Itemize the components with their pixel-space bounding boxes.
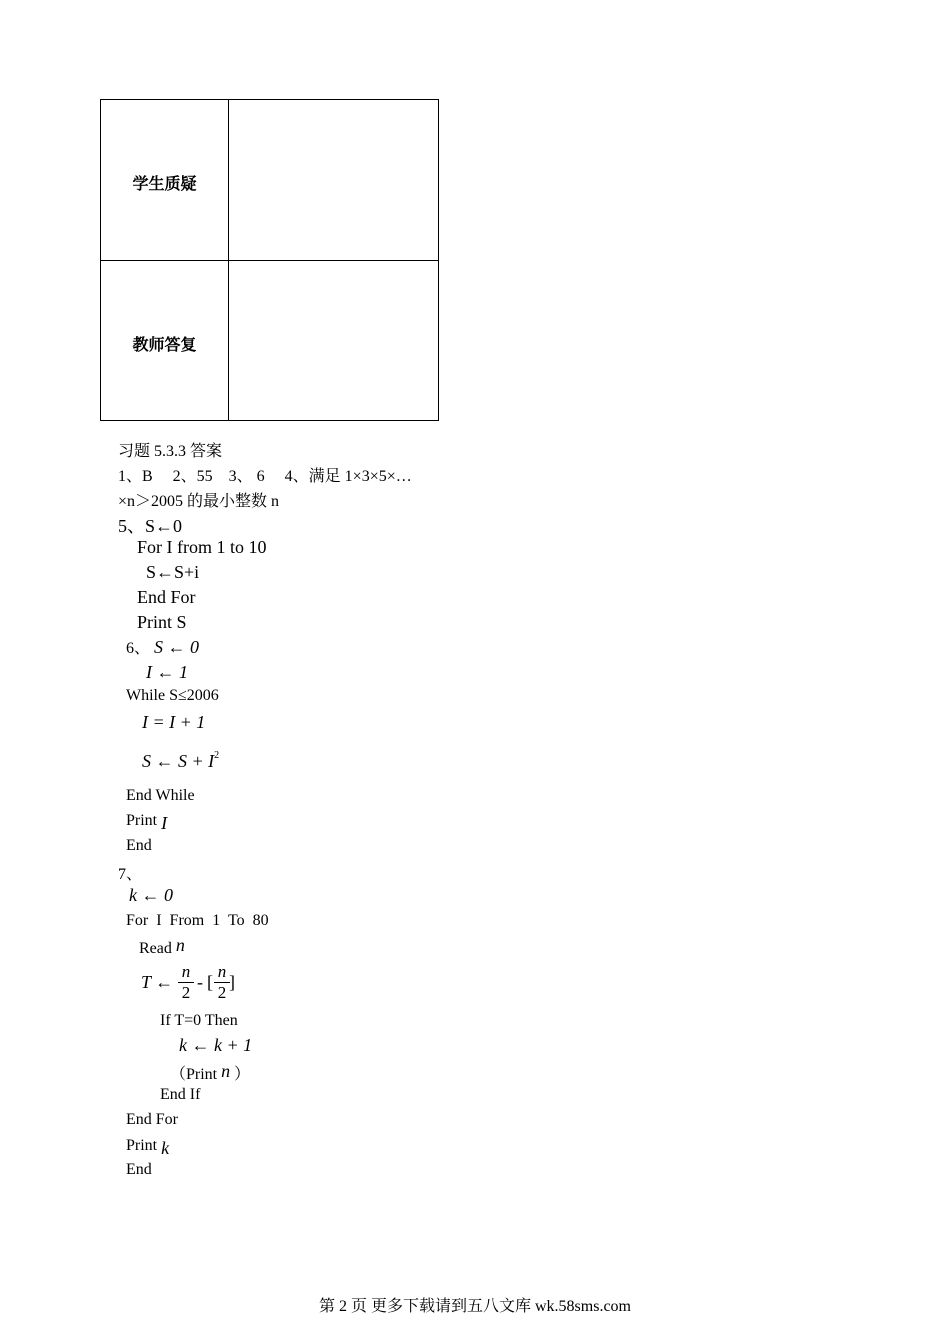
q7-line-10: Print k xyxy=(126,1137,170,1158)
teacher-reply-label: 教师答复 xyxy=(132,335,197,354)
q6-line-6: End While xyxy=(126,787,195,804)
q6-print-var: I xyxy=(161,813,168,833)
qa-table xyxy=(100,99,439,421)
q7-read-var: n xyxy=(175,935,185,955)
q7-line-5: If T=0 Then xyxy=(160,1012,238,1029)
q5-line-5: Print S xyxy=(137,612,187,632)
q6-line-1: S ← 0 xyxy=(154,637,199,657)
answers-heading: 习题 5.3.3 答案 xyxy=(118,443,223,460)
q7-line-3: Read n xyxy=(139,935,185,957)
q6-line-4: I = I + 1 xyxy=(142,712,206,732)
answers-line-2: ×n＞2005 的最小整数 n xyxy=(118,493,280,510)
q7-line-7: （Print n ） xyxy=(170,1061,251,1083)
q5-line-4: End For xyxy=(137,587,196,607)
q7-line-11: End xyxy=(126,1161,152,1178)
q7-line-1: k ← 0 xyxy=(129,885,173,905)
q6-line-7: Print I xyxy=(126,812,168,833)
q7-line-8: End If xyxy=(160,1086,201,1103)
q6-line-8: End xyxy=(126,837,152,854)
q5-line-2: For I from 1 to 10 xyxy=(137,537,267,557)
q7-line-6: k ← k + 1 xyxy=(179,1035,253,1055)
q7-print-var-k: k xyxy=(161,1138,170,1158)
page-footer: 第 2 页 更多下载请到五八文库 wk.58sms.com xyxy=(318,1298,631,1315)
fraction-1-numerator: n xyxy=(181,962,191,981)
q6-line-5: S ← $S + I^2$ xyxy=(142,750,220,771)
q7-minus-sign: - xyxy=(197,972,203,992)
answers-line-1: 1、B 2、55 3、 6 4、满足 1×3×5×… xyxy=(118,468,412,485)
q6-line-3: While S≤2006 xyxy=(126,687,219,704)
q7-line-4-lhs: T ← xyxy=(141,972,174,992)
fraction-2-denominator: 2 xyxy=(217,983,227,1002)
q7-line-2: For I From 1 To 80 xyxy=(126,912,269,929)
q7-bracket-left: [ xyxy=(207,972,213,992)
q6-exponent: 2 xyxy=(214,750,220,761)
q7-print-var-n: n xyxy=(221,1061,231,1081)
q7-number: 7、 xyxy=(118,866,143,883)
q7-fraction-2 xyxy=(214,963,230,1002)
student-question-label: 学生质疑 xyxy=(132,174,197,193)
table-divider-horizontal xyxy=(101,260,438,261)
fraction-2-numerator: n xyxy=(217,962,227,981)
q6-line-2: I ← 1 xyxy=(146,662,188,682)
q5-line-1: 5、S←0 xyxy=(118,516,183,536)
fraction-1-denominator: 2 xyxy=(181,983,191,1002)
q5-line-3: S←S+i xyxy=(146,562,200,582)
q7-line-9: End For xyxy=(126,1111,178,1128)
q7-fraction-1 xyxy=(178,963,194,1002)
q7-bracket-right: ] xyxy=(229,972,235,992)
q6-number: 6、 xyxy=(126,640,151,657)
